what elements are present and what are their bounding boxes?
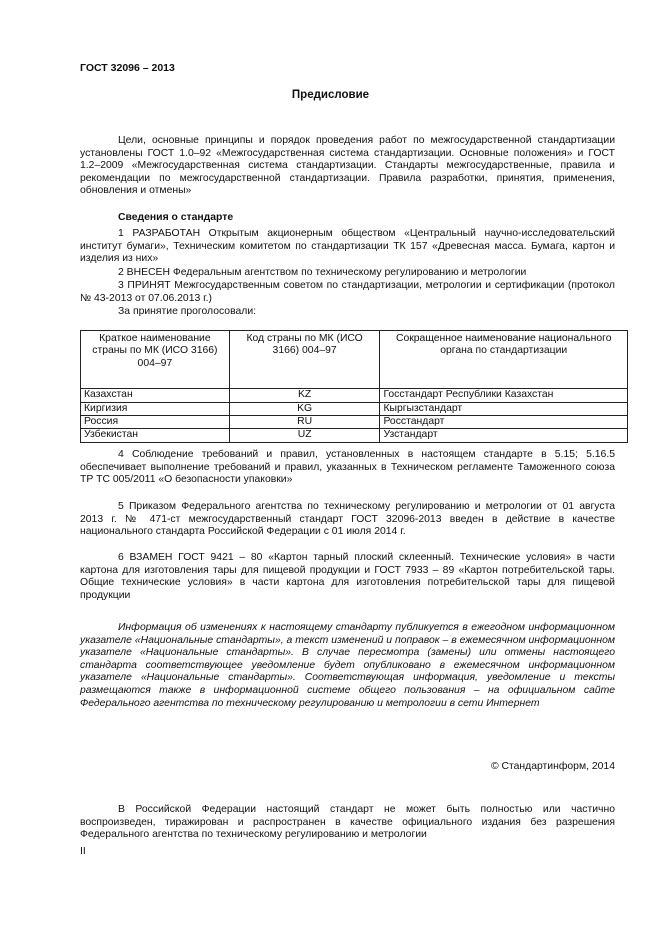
country-cell: Узбекистан: [81, 429, 230, 442]
item-3-adopted: 3 ПРИНЯТ Межгосударственным советом по стандартизации, метрологии и сертификации (протокол № 43-2013 от 07.06.2013 г.): [80, 280, 615, 304]
table-row: [81, 429, 628, 442]
table-header-row: [81, 331, 628, 389]
country-cell: Киргизия: [81, 402, 230, 415]
country-cell: Казахстан: [81, 389, 230, 402]
table-row: [81, 389, 628, 402]
document-header: ГОСТ 32096 – 2013: [80, 62, 175, 74]
table-row: [81, 402, 628, 415]
code-cell: KZ: [229, 389, 380, 402]
item-1-developed: 1 РАЗРАБОТАН Открытым акционерным обществом «Центральный научно-исследовательский институт бумаги», Техническим комитетом по стандартизации ТК 157 «Древесная масса. Бумага, картон и изделия из них»: [80, 228, 615, 265]
column-header-country: Краткое наименование страны по МК (ИСО 3166) 004–97: [81, 331, 230, 389]
body-cell: Кыргызстандарт: [380, 402, 628, 415]
page-number: II: [80, 846, 86, 857]
intro-paragraph: Цели, основные принципы и порядок проведения работ по межгосударственной стандартизации установлены ГОСТ 1.0–92 «Межгосударственная система стандартизации. Основные положения» и ГОСТ 1.2–2009 «Межгосударственная система стандартизации. Стандарты межгосударственные, правила и рекомендации по межгосударственной стандартизации. Правила разработки, принятия, применения, обновления и отмены»: [80, 135, 615, 197]
column-header-code: Код страны по МК (ИСО 3166) 004–97: [229, 331, 380, 389]
code-cell: KG: [229, 402, 380, 415]
changes-notice: Информация об изменениях к настоящему стандарту публикуется в ежегодном информационном указателе «Национальные стандарты», а текст изменений и поправок – в ежемесячном информационном указателе «Национальные стандарты». В случае пересмотра (замены) или отмены настоящего стандарта соответствующее уведомление будет опубликовано в ежемесячном информационном указателе «Национальные стандарты». Соответствующая информация, уведомление и тексты размещаются также в информационной системе общего пользования – на официальном сайте Федерального агентства по техническому регулированию и метрологии в сети Интернет: [80, 622, 615, 709]
column-header-body: Сокращенное наименование национального органа по стандартизации: [380, 331, 628, 389]
page-title: Предисловие: [291, 89, 370, 101]
code-cell: UZ: [229, 429, 380, 442]
copyright-line: © Стандартинформ, 2014: [490, 761, 615, 772]
legal-notice: В Российской Федерации настоящий стандарт не может быть полностью или частично воспроизведен, тиражирован и распространен в качестве официального издания без разрешения Федерального агентства по техническому регулированию и метрологии: [80, 804, 615, 841]
code-cell: RU: [229, 416, 380, 429]
item-6-replaces: 6 ВЗАМЕН ГОСТ 9421 – 80 «Картон тарный плоский склеенный. Технические условия» в части картона для изготовления тары для пищевой продукции и ГОСТ 7933 – 89 «Картон потребительской тары. Общие технические условия» в части картона для изготовления потребительской тары для пищевой продукции: [80, 552, 615, 601]
body-cell: Росстандарт: [380, 416, 628, 429]
voting-table: [80, 330, 628, 443]
item-4-compliance: 4 Соблюдение требований и правил, установленных в настоящем стандарте в 5.15; 5.16.5 обеспечивает выполнение требований и правил, указанных в Техническом регламенте Таможенного союза ТР ТС 005/2011 «О безопасности упаковки»: [80, 449, 615, 486]
table-row: [81, 416, 628, 429]
item-2-introduced: 2 ВНЕСЕН Федеральным агентством по техническому регулированию и метрологии: [118, 267, 527, 278]
item-5-order: 5 Приказом Федерального агентства по техническому регулированию и метрологии от 01 августа 2013 г. № 471-ст межгосударственный стандарт ГОСТ 32096-2013 введен в действие в качестве национального стандарта Российской Федерации с 01 июля 2014 г.: [80, 501, 615, 538]
voted-label: За принятие проголосовали:: [118, 306, 257, 317]
body-cell: Узстандарт: [380, 429, 628, 442]
country-cell: Россия: [81, 416, 230, 429]
body-cell: Госстандарт Республики Казахстан: [380, 389, 628, 402]
info-heading: Сведения о стандарте: [118, 212, 234, 223]
